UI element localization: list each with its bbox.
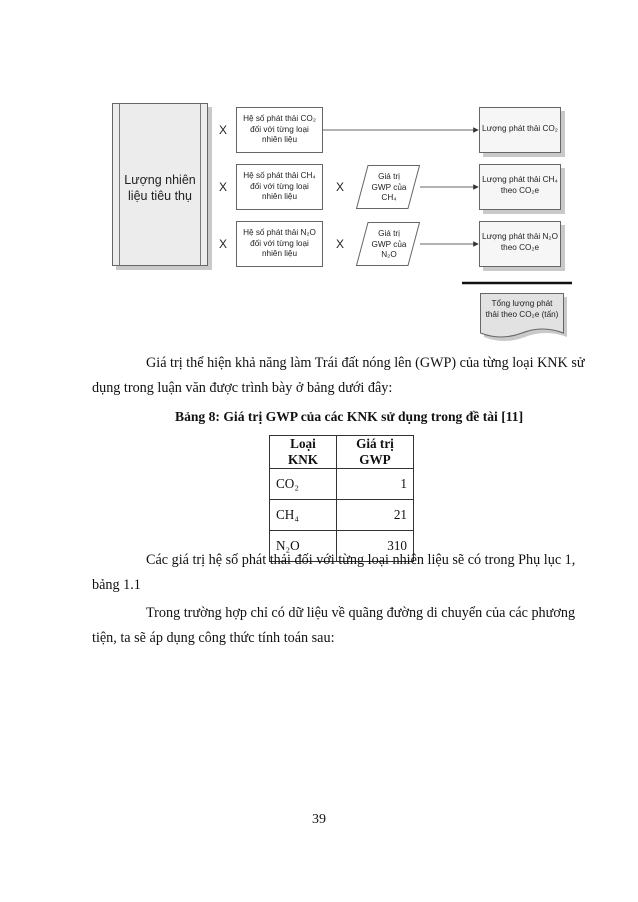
factor-label: Hệ số phát thải CH₄ đối với từng loại nhiên liệu bbox=[243, 171, 316, 201]
paragraph-2-line-1: Các giá trị hệ số phát thải đối với từng loại nhiên liệu sẽ có trong Phụ lục 1, bbox=[146, 552, 576, 568]
page-number: 39 bbox=[312, 812, 326, 827]
paragraph-3-line-1: Trong trường hợp chỉ có dữ liệu về quãng đường di chuyển của các phương bbox=[146, 605, 576, 621]
gwp-value-cell: 1 bbox=[337, 469, 414, 500]
gwp-box-n2o bbox=[356, 222, 420, 266]
paragraph-2-line-2: bảng 1.1 bbox=[92, 577, 141, 593]
header-gas: Loại KNK bbox=[270, 436, 337, 469]
gwp-table bbox=[269, 435, 414, 562]
table-header-row bbox=[270, 436, 414, 469]
factor-box-n2o bbox=[236, 221, 323, 267]
source-label: Lượng nhiên liệu tiêu thụ bbox=[124, 173, 196, 203]
source-box bbox=[112, 103, 208, 266]
gwp-value-cell: 21 bbox=[337, 500, 414, 531]
paragraph-1-line-2: dụng trong luận văn được trình bày ở bảng dưới đây: bbox=[92, 380, 393, 396]
output-box-co2 bbox=[479, 107, 561, 153]
output-box-ch4 bbox=[479, 164, 561, 210]
paragraph-3-line-2: tiện, ta sẽ áp dụng công thức tính toán sau: bbox=[92, 630, 335, 646]
multiply-sign: X bbox=[219, 123, 228, 137]
output-label: Lượng phát thải N₂O theo CO₂e bbox=[482, 232, 558, 252]
output-box-n2o bbox=[479, 221, 561, 267]
gwp-label: Giá trị GWP của CH₄ bbox=[371, 172, 407, 202]
factor-box-co2 bbox=[236, 107, 323, 153]
table-row bbox=[270, 500, 414, 531]
factor-label: Hệ số phát thải N₂O đối với từng loại nhiên liệu bbox=[243, 228, 316, 258]
factor-label: Hệ số phát thải CO₂ đối với từng loại nhiên liệu bbox=[243, 114, 316, 144]
header-gwp: Giá trị GWP bbox=[337, 436, 414, 469]
factor-box-ch4 bbox=[236, 164, 323, 210]
gas-cell: N₂O bbox=[270, 531, 337, 562]
gwp-box-ch4 bbox=[356, 165, 420, 209]
table-row bbox=[270, 469, 414, 500]
multiply-sign: X bbox=[219, 237, 228, 251]
total-box bbox=[480, 293, 564, 341]
output-label: Lượng phát thải CH₄ theo CO₂e bbox=[482, 175, 558, 195]
gwp-value-cell: 310 bbox=[337, 531, 414, 562]
total-label: Tổng lượng phát thải theo CO₂e (tấn) bbox=[485, 299, 559, 319]
table-caption: Bảng 8: Giá trị GWP của các KNK sử dụng trong đề tài [11] bbox=[175, 409, 524, 424]
gas-cell: CO₂ bbox=[270, 469, 337, 500]
output-label: Lượng phát thải CO₂ bbox=[482, 124, 558, 133]
multiply-sign: X bbox=[336, 237, 345, 251]
multiply-sign: X bbox=[336, 180, 345, 194]
gwp-label: Giá trị GWP của N₂O bbox=[371, 229, 407, 259]
paragraph-1-line-1: Giá trị thể hiện khả năng làm Trái đất nóng lên (GWP) của từng loại KNK sử bbox=[146, 355, 585, 371]
gas-cell: CH₄ bbox=[270, 500, 337, 531]
multiply-sign: X bbox=[219, 180, 228, 194]
